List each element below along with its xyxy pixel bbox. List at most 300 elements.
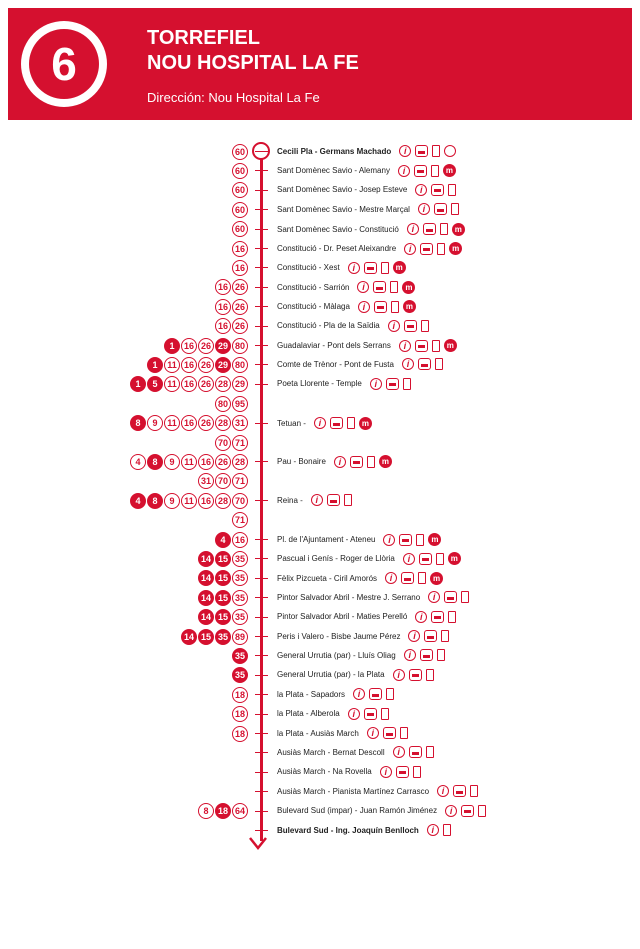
stop-name[interactable]: Constitució - Pla de la Saïdia	[277, 321, 380, 331]
info-icon[interactable]: i	[388, 320, 400, 332]
line-badge[interactable]: 26	[232, 299, 248, 315]
bus-icon[interactable]	[461, 805, 474, 817]
line-badge[interactable]: 16	[198, 493, 214, 509]
bus-stop-pole-icon[interactable]	[440, 223, 448, 235]
stop-services	[399, 145, 456, 157]
line-badge[interactable]: 35	[232, 551, 248, 567]
info-icon[interactable]: i	[418, 203, 430, 215]
bus-stop-pole-icon[interactable]	[437, 649, 445, 661]
metro-icon[interactable]: m	[359, 417, 372, 430]
line-badge[interactable]: 89	[232, 629, 248, 645]
info-icon[interactable]: i	[353, 688, 365, 700]
bus-icon[interactable]	[423, 223, 436, 235]
stop-name[interactable]: la Plata - Ausiàs March	[277, 728, 359, 738]
bus-icon[interactable]	[374, 301, 387, 313]
stop-name-group	[277, 746, 434, 758]
bus-stop-pole-icon[interactable]	[400, 727, 408, 739]
line-badge[interactable]: 16	[181, 338, 197, 354]
line-badge[interactable]: 9	[164, 493, 180, 509]
stop-name[interactable]: Ausiàs March - Pianista Martínez Carrasco	[277, 786, 430, 796]
line-badge[interactable]: 35	[232, 648, 248, 664]
line-badge[interactable]: 80	[215, 396, 231, 412]
bus-stop-pole-icon[interactable]	[441, 630, 449, 642]
stop-row	[0, 317, 640, 336]
line-badge[interactable]: 16	[181, 415, 197, 431]
line-badge[interactable]: 29	[215, 338, 231, 354]
bus-stop-pole-icon[interactable]	[426, 746, 434, 758]
stop-tick	[255, 248, 268, 249]
stop-name[interactable]: Sant Domènec Savio - Mestre Marçal	[277, 204, 410, 214]
line-badge[interactable]: 15	[215, 551, 231, 567]
stop-row	[0, 278, 640, 297]
line-badge[interactable]: 14	[198, 590, 214, 606]
metro-icon[interactable]: m	[430, 572, 443, 585]
stop-name[interactable]: Bulevard Sud - Ing. Joaquín Benlloch	[277, 825, 419, 835]
metro-icon[interactable]: m	[403, 300, 416, 313]
stop-services	[415, 611, 456, 623]
bus-icon[interactable]	[373, 281, 386, 293]
clock-icon[interactable]	[444, 145, 456, 157]
line-badge[interactable]: 16	[215, 279, 231, 295]
line-badge[interactable]: 71	[232, 512, 248, 528]
line-badge[interactable]: 14	[198, 551, 214, 567]
line-badge[interactable]: 18	[215, 803, 231, 819]
info-icon[interactable]: i	[399, 340, 411, 352]
connecting-lines	[130, 452, 248, 471]
line-badge[interactable]: 15	[215, 570, 231, 586]
info-icon[interactable]: i	[408, 630, 420, 642]
stop-services	[403, 552, 461, 565]
stop-row	[0, 258, 640, 277]
line-badge[interactable]: 16	[232, 532, 248, 548]
line-badge[interactable]: 8	[147, 493, 163, 509]
line-badge[interactable]: 28	[215, 376, 231, 392]
metro-icon[interactable]: m	[452, 223, 465, 236]
bus-stop-pole-icon[interactable]	[421, 320, 429, 332]
line-badge[interactable]: 71	[232, 473, 248, 489]
info-icon[interactable]: i	[393, 669, 405, 681]
stop-row	[0, 394, 640, 413]
line-badge[interactable]: 9	[164, 454, 180, 470]
connecting-lines	[198, 588, 248, 607]
connecting-lines	[232, 724, 248, 743]
line-badge[interactable]: 11	[181, 493, 197, 509]
bus-stop-pole-icon[interactable]	[390, 281, 398, 293]
line-badge[interactable]: 35	[232, 667, 248, 683]
line-badge[interactable]: 26	[198, 376, 214, 392]
stop-name-group	[277, 688, 394, 700]
line-badge[interactable]: 28	[215, 415, 231, 431]
stop-name-group	[277, 184, 456, 196]
line-badge[interactable]: 31	[232, 415, 248, 431]
bus-stop-pole-icon[interactable]	[381, 262, 389, 274]
stop-row	[0, 569, 640, 588]
info-icon[interactable]: i	[311, 494, 323, 506]
line-badge[interactable]: 26	[198, 415, 214, 431]
bus-stop-pole-icon[interactable]	[448, 184, 456, 196]
bus-stop-pole-icon[interactable]	[437, 243, 445, 255]
bus-icon[interactable]	[409, 746, 422, 758]
info-icon[interactable]: i	[402, 358, 414, 370]
stop-name[interactable]: General Urrutia (par) - Lluís Oliag	[277, 650, 396, 660]
info-icon[interactable]: i	[437, 785, 449, 797]
line-badge[interactable]: 18	[232, 687, 248, 703]
info-icon[interactable]: i	[383, 534, 395, 546]
line-badge[interactable]: 1	[147, 357, 163, 373]
stop-name[interactable]: Reina -	[277, 495, 303, 505]
stop-name[interactable]: Ausiàs March - Bernat Descoll	[277, 747, 385, 757]
line-badge[interactable]: 11	[164, 376, 180, 392]
stop-name[interactable]: Fèlix Pizcueta - Ciril Amorós	[277, 573, 378, 583]
info-icon[interactable]: i	[357, 281, 369, 293]
bus-icon[interactable]	[420, 649, 433, 661]
stop-name-group	[277, 727, 408, 739]
info-icon[interactable]: i	[385, 572, 397, 584]
bus-stop-pole-icon[interactable]	[347, 417, 355, 429]
bus-icon[interactable]	[444, 591, 457, 603]
stop-services	[399, 339, 457, 352]
line-badge[interactable]: 35	[215, 629, 231, 645]
bus-icon[interactable]	[434, 203, 447, 215]
metro-icon[interactable]: m	[448, 552, 461, 565]
line-badge[interactable]: 26	[232, 279, 248, 295]
stop-name[interactable]: Poeta Llorente - Temple	[277, 379, 362, 389]
bus-stop-pole-icon[interactable]	[432, 145, 440, 157]
line-badge[interactable]: 16	[181, 376, 197, 392]
stop-name-group	[277, 611, 456, 623]
stop-name[interactable]: Sant Domènec Savio - Alemany	[277, 166, 390, 176]
stop-name[interactable]: Pintor Salvador Abril - Mestre J. Serrano	[277, 592, 421, 602]
bus-icon[interactable]	[401, 572, 414, 584]
stop-tick	[255, 675, 268, 676]
stop-name-group	[277, 223, 465, 236]
bus-stop-pole-icon[interactable]	[391, 301, 399, 313]
line-badge[interactable]: 15	[215, 609, 231, 625]
line-badge[interactable]: 16	[198, 454, 214, 470]
line-badge[interactable]: 35	[232, 590, 248, 606]
stop-services	[408, 630, 449, 642]
stop-name[interactable]: Sant Domènec Savio - Constitució	[277, 224, 399, 234]
info-icon[interactable]: i	[380, 766, 392, 778]
connecting-lines	[198, 608, 248, 627]
info-icon[interactable]: i	[415, 611, 427, 623]
line-badge[interactable]: 16	[232, 241, 248, 257]
connecting-lines	[232, 220, 248, 239]
bus-icon[interactable]	[383, 727, 396, 739]
line-badge[interactable]: 60	[232, 221, 248, 237]
line-badge[interactable]: 70	[215, 473, 231, 489]
line-badge[interactable]: 4	[130, 493, 146, 509]
bus-icon[interactable]	[399, 534, 412, 546]
stop-name[interactable]: Sant Domènec Savio - Josep Esteve	[277, 185, 408, 195]
line-badge[interactable]: 95	[232, 396, 248, 412]
stop-row	[0, 239, 640, 258]
info-icon[interactable]: i	[367, 727, 379, 739]
line-badge[interactable]: 5	[147, 376, 163, 392]
info-icon[interactable]: i	[404, 649, 416, 661]
bus-icon[interactable]	[414, 165, 427, 177]
info-icon[interactable]: i	[404, 243, 416, 255]
line-badge[interactable]: 28	[215, 493, 231, 509]
info-icon[interactable]: i	[314, 417, 326, 429]
stop-row	[0, 472, 640, 491]
bus-icon[interactable]	[364, 262, 377, 274]
line-badge[interactable]: 14	[198, 570, 214, 586]
bus-icon[interactable]	[420, 243, 433, 255]
stop-name-group	[277, 339, 457, 352]
bus-icon[interactable]	[327, 494, 340, 506]
stop-row	[0, 181, 640, 200]
stop-services	[404, 649, 445, 661]
bus-icon[interactable]	[396, 766, 409, 778]
metro-icon[interactable]: m	[444, 339, 457, 352]
bus-stop-pole-icon[interactable]	[478, 805, 486, 817]
metro-icon[interactable]: m	[449, 242, 462, 255]
stop-name[interactable]: Ausiàs March - Na Rovella	[277, 767, 372, 777]
metro-icon[interactable]: m	[443, 164, 456, 177]
metro-icon[interactable]: m	[379, 455, 392, 468]
metro-icon[interactable]: m	[428, 533, 441, 546]
info-icon[interactable]: i	[407, 223, 419, 235]
line-badge[interactable]: 15	[198, 629, 214, 645]
line-badge[interactable]: 60	[232, 202, 248, 218]
line-badge[interactable]: 28	[232, 454, 248, 470]
stop-name[interactable]: Tetuan -	[277, 418, 306, 428]
stop-row	[0, 608, 640, 627]
stop-row	[0, 220, 640, 239]
line-badge[interactable]: 14	[198, 609, 214, 625]
stop-name[interactable]: General Urrutia (par) - la Plata	[277, 670, 385, 680]
stop-name-group	[277, 669, 434, 681]
stop-name[interactable]: Constitució - Xest	[277, 263, 340, 273]
bus-stop-pole-icon[interactable]	[386, 688, 394, 700]
line-badge[interactable]: 70	[215, 435, 231, 451]
stop-row	[0, 821, 640, 840]
stop-name-group	[277, 785, 478, 797]
bus-stop-pole-icon[interactable]	[344, 494, 352, 506]
stop-name[interactable]: Pintor Salvador Abril - Maties Perelló	[277, 612, 408, 622]
line-badge[interactable]: 29	[232, 376, 248, 392]
stop-row	[0, 414, 640, 433]
connecting-lines	[232, 258, 248, 277]
bus-stop-pole-icon[interactable]	[381, 708, 389, 720]
stop-tick	[255, 772, 268, 773]
line-badge[interactable]: 1	[164, 338, 180, 354]
stop-row	[0, 763, 640, 782]
stop-row	[0, 782, 640, 801]
stop-services	[385, 572, 443, 585]
connecting-lines	[198, 802, 248, 821]
bus-stop-pole-icon[interactable]	[436, 553, 444, 565]
line-badge[interactable]: 18	[232, 726, 248, 742]
stop-name-group	[277, 591, 469, 603]
stop-services	[437, 785, 478, 797]
stop-row	[0, 200, 640, 219]
stop-tick	[255, 733, 268, 734]
stop-services	[428, 591, 469, 603]
bus-stop-pole-icon[interactable]	[418, 572, 426, 584]
bus-icon[interactable]	[431, 611, 444, 623]
stop-tick	[255, 190, 268, 191]
stop-name[interactable]: Pl. de l'Ajuntament - Ateneu	[277, 535, 376, 544]
line-badge[interactable]: 35	[232, 609, 248, 625]
line-badge[interactable]: 8	[198, 803, 214, 819]
bus-icon[interactable]	[350, 456, 363, 468]
bus-stop-pole-icon[interactable]	[367, 456, 375, 468]
line-badge[interactable]: 11	[181, 454, 197, 470]
connecting-lines	[215, 394, 248, 413]
line-badge[interactable]: 8	[147, 454, 163, 470]
stop-row	[0, 336, 640, 355]
stop-name[interactable]: la Plata - Alberola	[277, 709, 340, 719]
bus-stop-pole-icon[interactable]	[461, 591, 469, 603]
line-badge[interactable]: 29	[215, 357, 231, 373]
metro-icon[interactable]: m	[393, 261, 406, 274]
line-badge[interactable]: 35	[232, 570, 248, 586]
line-badge[interactable]: 16	[215, 299, 231, 315]
line-badge[interactable]: 80	[232, 357, 248, 373]
bus-icon[interactable]	[418, 358, 431, 370]
connecting-lines	[164, 336, 248, 355]
stop-row	[0, 355, 640, 374]
info-icon[interactable]: i	[348, 262, 360, 274]
info-icon[interactable]: i	[415, 184, 427, 196]
line-badge[interactable]: 64	[232, 803, 248, 819]
bus-icon[interactable]	[369, 688, 382, 700]
line-badge[interactable]: 11	[164, 415, 180, 431]
metro-icon[interactable]: m	[402, 281, 415, 294]
info-icon[interactable]: i	[393, 746, 405, 758]
info-icon[interactable]: i	[348, 708, 360, 720]
stop-services	[353, 688, 394, 700]
info-icon[interactable]: i	[370, 378, 382, 390]
bus-stop-pole-icon[interactable]	[451, 203, 459, 215]
stop-services	[367, 727, 408, 739]
stop-tick	[255, 558, 268, 559]
bus-icon[interactable]	[409, 669, 422, 681]
line-badge[interactable]: 26	[215, 454, 231, 470]
line-badge[interactable]: 26	[232, 318, 248, 334]
line-badge[interactable]: 70	[232, 493, 248, 509]
stop-name[interactable]: Comte de Trènor - Pont de Fusta	[277, 359, 394, 369]
stop-tick	[255, 229, 268, 230]
stop-name[interactable]: Pau - Bonaire	[277, 457, 326, 467]
connecting-lines	[215, 297, 248, 316]
line-badge[interactable]: 80	[232, 338, 248, 354]
stop-services	[311, 494, 352, 506]
stop-services	[388, 320, 429, 332]
line-badge[interactable]: 31	[198, 473, 214, 489]
bus-stop-pole-icon[interactable]	[416, 534, 424, 546]
line-badge[interactable]: 26	[198, 357, 214, 373]
line-badge[interactable]: 15	[215, 590, 231, 606]
line-badge[interactable]: 60	[232, 144, 248, 160]
stop-name-group	[277, 494, 352, 506]
stop-services	[398, 164, 456, 177]
info-icon[interactable]: i	[427, 824, 439, 836]
bus-icon[interactable]	[453, 785, 466, 797]
info-icon[interactable]: i	[399, 145, 411, 157]
stop-name[interactable]: Bulevard Sud (impar) - Juan Ramón Jiménez	[277, 806, 438, 816]
info-icon[interactable]: i	[445, 805, 457, 817]
stop-row	[0, 743, 640, 762]
stop-services	[418, 203, 459, 215]
stop-name[interactable]: Constitució - Màlaga	[277, 302, 350, 312]
stop-name[interactable]: la Plata - Sapadors	[277, 689, 346, 699]
stop-name-group	[277, 378, 411, 390]
bus-icon[interactable]	[415, 340, 428, 352]
stop-name[interactable]: Constitució - Sarrión	[277, 282, 350, 292]
bus-icon[interactable]	[431, 184, 444, 196]
stop-name[interactable]: Peris i Valero - Bisbe Jaume Pérez	[277, 631, 401, 641]
stop-tick	[255, 694, 268, 695]
line-badge[interactable]: 1	[130, 376, 146, 392]
bus-icon[interactable]	[415, 145, 428, 157]
line-badge[interactable]: 9	[147, 415, 163, 431]
stop-services	[383, 533, 441, 546]
stop-name[interactable]: Cecili Pla - Germans Machado	[277, 146, 392, 156]
line-badge[interactable]: 18	[232, 706, 248, 722]
line-badge[interactable]: 16	[232, 260, 248, 276]
connecting-lines	[130, 491, 248, 510]
stop-tick	[255, 423, 268, 424]
line-number: 6	[51, 38, 77, 90]
line-badge[interactable]: 4	[215, 532, 231, 548]
bus-stop-pole-icon[interactable]	[403, 378, 411, 390]
bus-stop-pole-icon[interactable]	[448, 611, 456, 623]
bus-icon[interactable]	[330, 417, 343, 429]
bus-stop-pole-icon[interactable]	[435, 358, 443, 370]
line-badge[interactable]: 16	[181, 357, 197, 373]
bus-icon[interactable]	[419, 553, 432, 565]
bus-stop-pole-icon[interactable]	[413, 766, 421, 778]
stop-name[interactable]: Guadalaviar - Pont dels Serrans	[277, 341, 391, 350]
info-icon[interactable]: i	[358, 301, 370, 313]
stop-row	[0, 375, 640, 394]
info-icon[interactable]: i	[398, 165, 410, 177]
bus-stop-pole-icon[interactable]	[470, 785, 478, 797]
line-badge[interactable]: 60	[232, 182, 248, 198]
info-icon[interactable]: i	[334, 456, 346, 468]
bus-icon[interactable]	[404, 320, 417, 332]
bus-icon[interactable]	[424, 630, 437, 642]
bus-stop-pole-icon[interactable]	[426, 669, 434, 681]
bus-icon[interactable]	[364, 708, 377, 720]
stop-name[interactable]: Pascual i Genís - Roger de Llòria	[277, 554, 395, 564]
bus-icon[interactable]	[386, 378, 399, 390]
stop-row	[0, 724, 640, 743]
info-icon[interactable]: i	[428, 591, 440, 603]
stop-tick	[255, 811, 268, 812]
stop-name[interactable]: Constitució - Dr. Peset Aleixandre	[277, 244, 397, 253]
line-badge[interactable]: 16	[215, 318, 231, 334]
line-badge[interactable]: 4	[130, 454, 146, 470]
line-badge[interactable]: 11	[164, 357, 180, 373]
info-icon[interactable]: i	[403, 553, 415, 565]
bus-stop-pole-icon[interactable]	[443, 824, 451, 836]
line-badge[interactable]: 14	[181, 629, 197, 645]
line-badge[interactable]: 71	[232, 435, 248, 451]
stop-tick	[255, 364, 268, 365]
stop-services	[393, 746, 434, 758]
line-badge[interactable]: 26	[198, 338, 214, 354]
line-badge[interactable]: 8	[130, 415, 146, 431]
line-badge[interactable]: 60	[232, 163, 248, 179]
stop-services	[404, 242, 462, 255]
bus-stop-pole-icon[interactable]	[431, 165, 439, 177]
bus-stop-pole-icon[interactable]	[432, 340, 440, 352]
connecting-lines	[215, 278, 248, 297]
